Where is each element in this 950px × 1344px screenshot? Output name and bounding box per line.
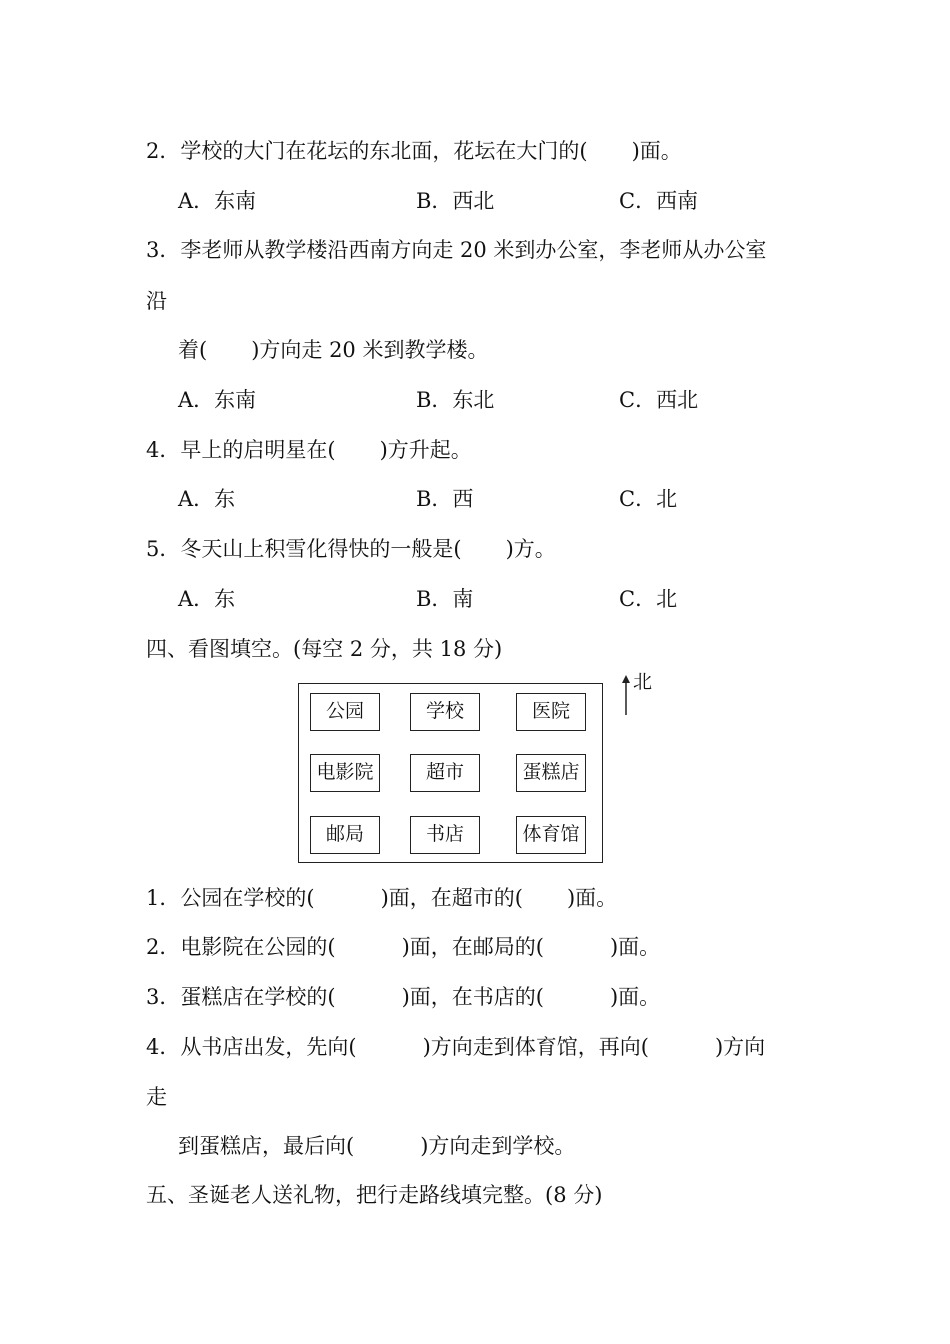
option-c[interactable]: C．西北 (619, 388, 699, 412)
map-diagram (298, 683, 603, 863)
map-cell-supermarket: 超市 (410, 754, 480, 792)
option-b[interactable]: B．东北 (416, 388, 495, 412)
section-5-title: 五、圣诞老人送礼物，把行走路线填完整。(8 分) (146, 1183, 603, 1207)
section-4-question-1: 1．公园在学校的( )面，在超市的( )面。 (146, 886, 618, 910)
map-cell-stadium: 体育馆 (516, 816, 586, 854)
section-4-question-3: 3．蛋糕店在学校的( )面，在书店的( )面。 (146, 985, 661, 1009)
question-3-line1: 3．李老师从教学楼沿西南方向走 20 米到办公室，李老师从办公室 (146, 238, 767, 262)
north-label: 北 (633, 671, 653, 693)
option-a[interactable]: A．东南 (178, 388, 257, 412)
map-cell-bakery: 蛋糕店 (516, 754, 586, 792)
question-3-line3: 着( )方向走 20 米到教学楼。 (178, 338, 489, 362)
option-b[interactable]: B．西 (416, 487, 474, 511)
option-b[interactable]: B．南 (416, 587, 474, 611)
option-a[interactable]: A．东 (178, 487, 236, 511)
map-cell-school: 学校 (410, 693, 480, 731)
map-cell-hospital: 医院 (516, 693, 586, 731)
option-a[interactable]: A．东南 (178, 189, 257, 213)
map-cell-bookstore: 书店 (410, 816, 480, 854)
section-4-question-4-line1: 4．从书店出发，先向( )方向走到体育馆，再向( )方向 (146, 1035, 766, 1059)
section-4-question-4-line3: 到蛋糕店，最后向( )方向走到学校。 (178, 1134, 576, 1158)
question-2: 2．学校的大门在花坛的东北面，花坛在大门的( )面。 (146, 139, 682, 163)
option-c[interactable]: C．北 (619, 487, 678, 511)
option-a[interactable]: A．东 (178, 587, 236, 611)
map-cell-post-office: 邮局 (310, 816, 380, 854)
option-c[interactable]: C．北 (619, 587, 678, 611)
map-cell-park: 公园 (310, 693, 380, 731)
section-4-question-4-line2: 走 (146, 1085, 167, 1109)
question-4: 4．早上的启明星在( )方升起。 (146, 438, 472, 462)
question-5: 5．冬天山上积雪化得快的一般是( )方。 (146, 537, 556, 561)
map-cell-cinema: 电影院 (310, 754, 380, 792)
section-4-title: 四、看图填空。(每空 2 分，共 18 分) (146, 637, 503, 661)
section-4-question-2: 2．电影院在公园的( )面，在邮局的( )面。 (146, 935, 661, 959)
option-b[interactable]: B．西北 (416, 189, 495, 213)
question-3-line2: 沿 (146, 289, 167, 313)
option-c[interactable]: C．西南 (619, 189, 699, 213)
